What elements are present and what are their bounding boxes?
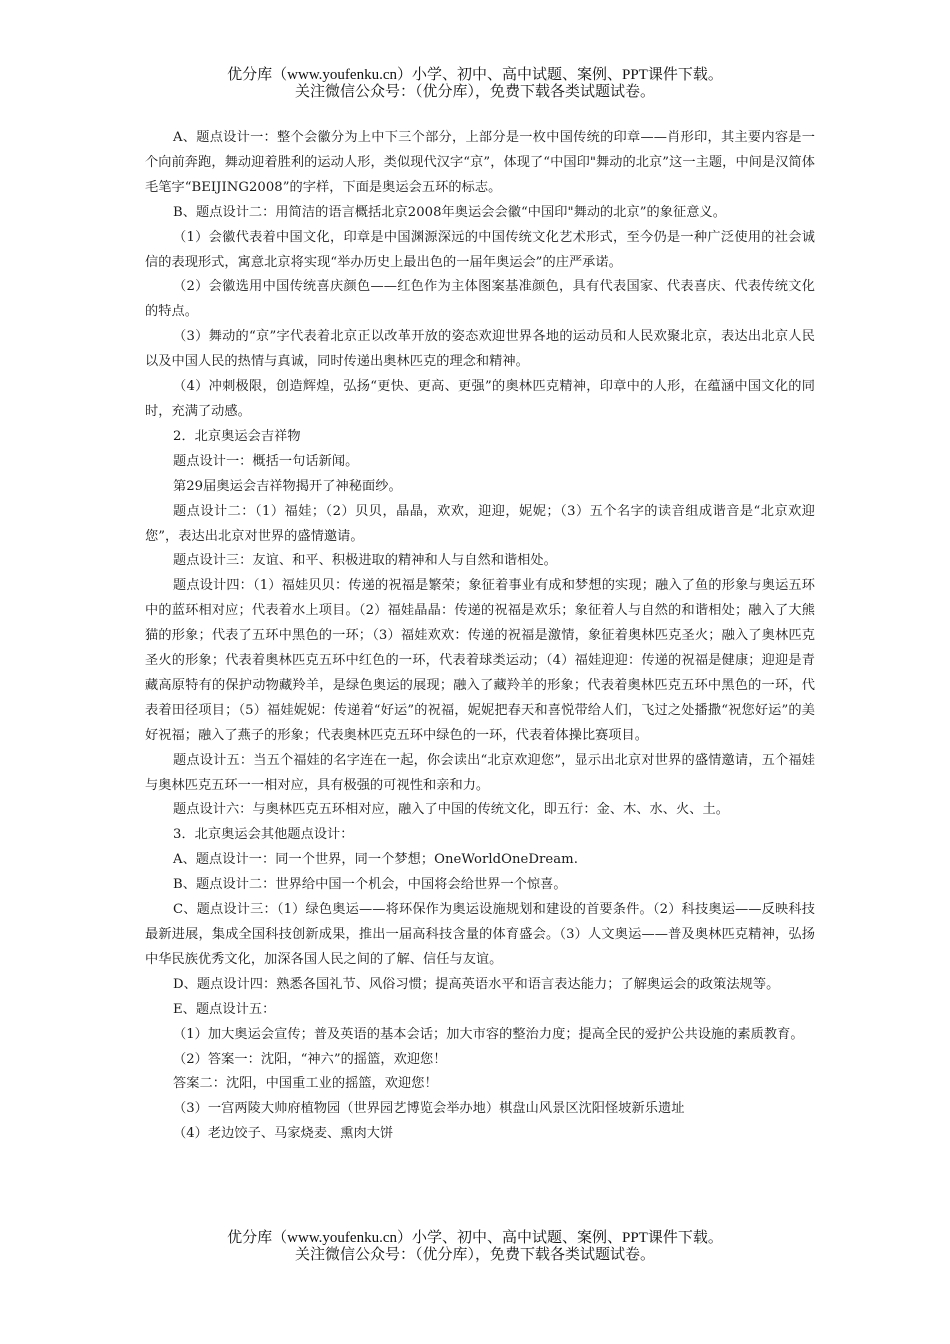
paragraph-answer-4: （4）老边饺子、马家烧麦、熏肉大饼 bbox=[173, 1126, 394, 1142]
paragraph-mascot-design-1: 题点设计一：概括一句话新闻。 bbox=[173, 453, 359, 469]
paragraph-other-design-b: B、题点设计二：世界给中国一个机会，中国将会给世界一个惊喜。 bbox=[173, 877, 567, 893]
paragraph-answer-3: （3）一宫两陵大帅府植物园（世界园艺博览会举办地）棋盘山风景区沈阳怪坡新乐遗址 bbox=[173, 1101, 685, 1117]
paragraph-other-design-d: D、题点设计四：熟悉各国礼节、风俗习惯；提高英语水平和语言表达能力；了解奥运会的政策法规等。 bbox=[173, 976, 780, 992]
paragraph-mascot-news: 第29届奥运会吉祥物揭开了神秘面纱。 bbox=[173, 478, 402, 494]
paragraph-emblem-meaning-4: （4）冲刺极限，创造辉煌，弘扬“更快、更高、更强”的奥林匹克精神，印章中的人形，在蕴涵中国文化的同时，充满了动感。 bbox=[145, 379, 815, 419]
paragraph-emblem-design-b: B、题点设计二：用简洁的语言概括北京2008年奥运会会徽“中国印"舞动的北京”的象征意义。 bbox=[173, 204, 726, 220]
section-heading-mascot: 2．北京奥运会吉祥物 bbox=[173, 428, 301, 444]
footer-line-2: 关注微信公众号：（优分库），免费下载各类试题试卷。 bbox=[294, 1247, 655, 1263]
paragraph-mascot-design-2: 题点设计二：（1）福娃；（2）贝贝，晶晶，欢欢，迎迎，妮妮；（3）五个名字的读音组成谐音是“北京欢迎您”，表达出北京对世界的盛情邀请。 bbox=[145, 503, 815, 544]
section-heading-other: 3．北京奥运会其他题点设计： bbox=[173, 827, 354, 843]
page-footer bbox=[0, 1230, 950, 1264]
paragraph-answer-1: （1）加大奥运会宣传；普及英语的基本会话；加大市容的整治力度；提高全民的爱护公共设施的素质教育。 bbox=[173, 1026, 804, 1042]
page-header bbox=[0, 67, 950, 101]
paragraph-emblem-meaning-2: （2）会徽选用中国传统喜庆颜色——红色作为主体图案基准颜色，具有代表国家、代表喜庆、代表传统文化的特点。 bbox=[145, 279, 815, 320]
header-line-2: 关注微信公众号：（优分库），免费下载各类试题试卷。 bbox=[294, 84, 655, 100]
paragraph-other-design-a: A、题点设计一：同一个世界，同一个梦想；OneWorldOneDream. bbox=[173, 852, 578, 868]
paragraph-mascot-design-5: 题点设计五：当五个福娃的名字连在一起，你会读出“北京欢迎您”，显示出北京对世界的盛情邀请，五个福娃与奥林匹克五环一一相对应，具有极强的可视性和亲和力。 bbox=[145, 752, 815, 793]
paragraph-answer-2b: 答案二：沈阳，中国重工业的摇篮，欢迎您！ bbox=[173, 1076, 438, 1092]
paragraph-emblem-meaning-1: （1）会徽代表着中国文化，印章是中国渊源深远的中国传统文化艺术形式，至今仍是一种广泛使用的社会诚信的表现形式，寓意北京将实现“举办历史上最出色的一届年奥运会”的庄严承诺。 bbox=[145, 229, 815, 270]
paragraph-emblem-design-a: A、题点设计一：整个会徽分为上中下三个部分，上部分是一枚中国传统的印章——肖形印，其主要内容是一个向前奔跑，舞动迎着胜利的运动人形，类似现代汉字“京”，体现了“中国印"舞动的北京”这一主题，中间是汉简体毛笔字“BEIJING2008”的字样，下面是奥运会五环的标志。 bbox=[145, 130, 815, 195]
paragraph-emblem-meaning-3: （3）舞动的“京”字代表着北京正以改革开放的姿态欢迎世界各地的运动员和人民欢聚北京，表达出北京人民以及中国人民的热情与真诚，同时传递出奥林匹克的理念和精神。 bbox=[145, 329, 815, 370]
document-body bbox=[145, 126, 815, 1147]
header-line-1: 优分库（www.youfenku.cn）小学、初中、高中试题、案例、PPT课件下载。 bbox=[227, 67, 723, 83]
footer-line-1: 优分库（www.youfenku.cn）小学、初中、高中试题、案例、PPT课件下载。 bbox=[227, 1230, 723, 1246]
paragraph-answer-2a: （2）答案一：沈阳，“神六”的摇篮，欢迎您！ bbox=[173, 1051, 447, 1067]
paragraph-mascot-design-4: 题点设计四：（1）福娃贝贝：传递的祝福是繁荣；象征着事业有成和梦想的实现；融入了鱼的形象与奥运五环中的蓝环相对应；代表着水上项目。（2）福娃晶晶：传递的祝福是欢乐；象征着人与自然的和谐相处；融入了大熊猫的形象；代表了五环中黑色的一环；（3）福娃欢欢：传递的祝福是激情，象征着奥林匹克圣火；融入了奥林匹克圣火的形象；代表着奥林匹克五环中红色的一环，代表着球类运动；（4）福娃迎迎：传递的祝福是健康；迎迎是青藏高原特有的保护动物藏羚羊，是绿色奥运的展现；融入了藏羚羊的形象；代表着奥林匹克五环中黑色的一环，代表着田径项目；（5）福娃妮妮：传递着“好运”的祝福，妮妮把春天和喜悦带给人们，飞过之处播撒“祝您好运”的美好祝福；融入了燕子的形象；代表奥林匹克五环中绿色的一环，代表着体操比赛项目。 bbox=[145, 578, 815, 743]
paragraph-mascot-design-6: 题点设计六：与奥林匹克五环相对应，融入了中国的传统文化，即五行：金、木、水、火、土。 bbox=[173, 802, 729, 818]
paragraph-other-design-e: E、题点设计五： bbox=[173, 1001, 276, 1017]
paragraph-other-design-c: C、题点设计三：（1）绿色奥运——将环保作为奥运设施规划和建设的首要条件。（2）科技奥运——反映科技最新进展，集成全国科技创新成果，推出一届高科技含量的体育盛会。（3）人文奥运——普及奥林匹克精神，弘扬中华民族优秀文化，加深各国人民之间的了解、信任与友谊。 bbox=[145, 902, 815, 967]
paragraph-mascot-design-3: 题点设计三：友谊、和平、积极进取的精神和人与自然和谐相处。 bbox=[173, 553, 557, 569]
